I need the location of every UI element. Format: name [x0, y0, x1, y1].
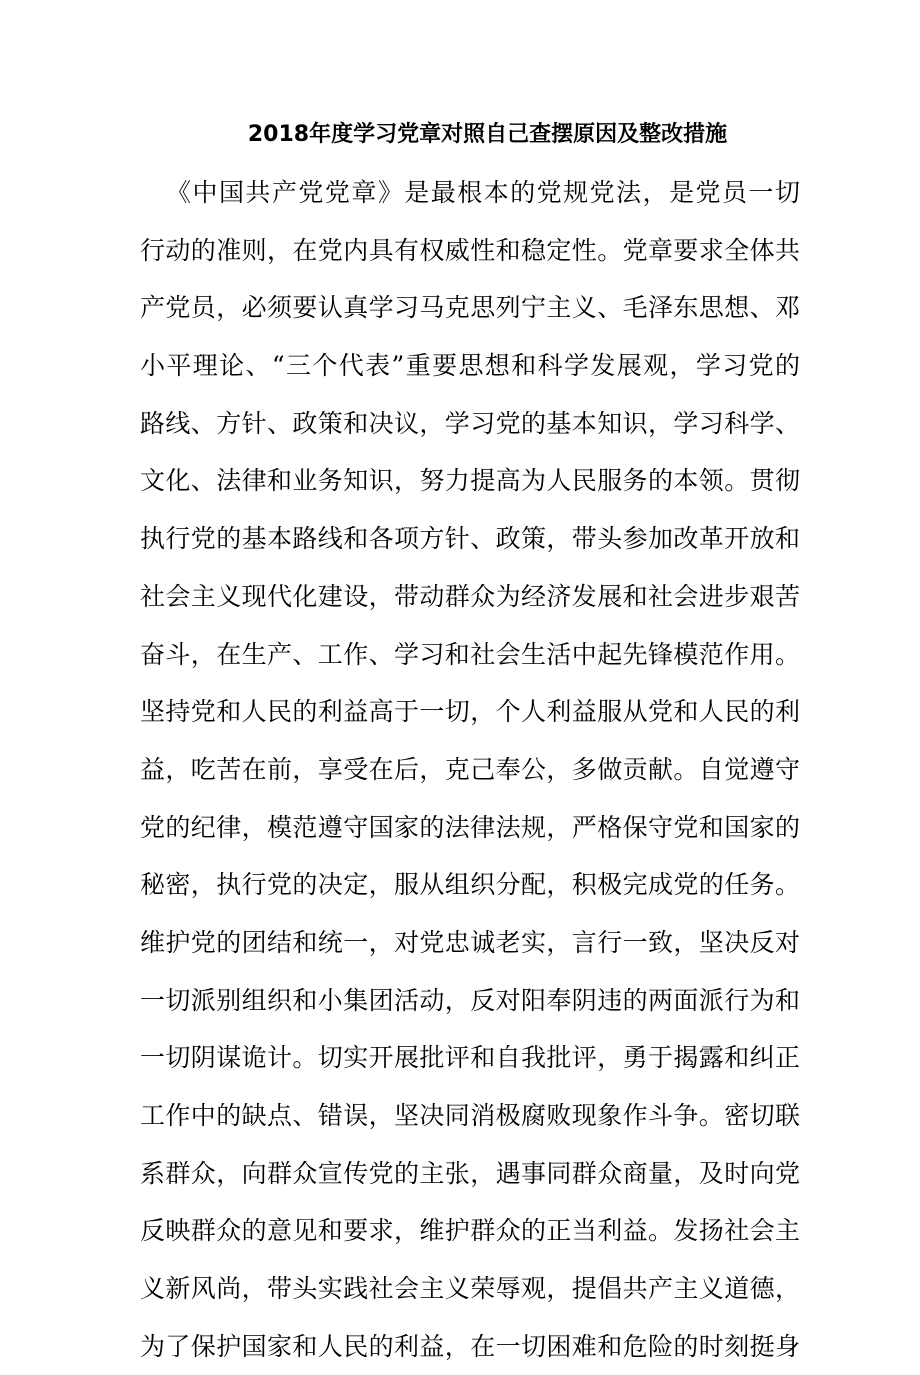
body-line: 小平理论、“三个代表”重要思想和科学发展观，学习党的: [140, 351, 800, 381]
document-title: 2018年度学习党章对照自己查摆原因及整改措施: [247, 122, 728, 147]
body-line: 党的纪律，模范遵守国家的法律法规，严格保守党和国家的: [140, 812, 800, 842]
body-line: 产党员，必须要认真学习马克思列宁主义、毛泽东思想、邓: [140, 293, 800, 323]
body-line: 系群众，向群众宣传党的主张，遇事同群众商量，及时向党: [140, 1158, 800, 1188]
body-line: 社会主义现代化建设，带动群众为经济发展和社会进步艰苦: [140, 581, 800, 611]
body-line: 坚持党和人民的利益高于一切，个人利益服从党和人民的利: [140, 697, 800, 727]
body-line: 益，吃苦在前，享受在后，克己奉公，多做贡献。自觉遵守: [140, 754, 800, 784]
body-line: 路线、方针、政策和决议，学习党的基本知识，学习科学、: [140, 408, 800, 438]
body-line: 为了保护国家和人民的利益，在一切困难和危险的时刻挺身: [140, 1331, 800, 1361]
body-line: 一切阴谋诡计。切实开展批评和自我批评，勇于揭露和纠正: [140, 1043, 800, 1073]
body-line: 文化、法律和业务知识，努力提高为人民服务的本领。贯彻: [140, 466, 800, 496]
body-line: 维护党的团结和统一，对党忠诚老实，言行一致，坚决反对: [140, 927, 800, 957]
body-line: 义新风尚，带头实践社会主义荣辱观，提倡共产主义道德，: [140, 1274, 800, 1304]
document-body: [140, 164, 800, 1375]
body-line: 《中国共产党党章》是最根本的党规党法，是党员一切: [166, 178, 800, 207]
body-line: 工作中的缺点、错误，坚决同消极腐败现象作斗争。密切联: [140, 1101, 800, 1130]
body-line: 秘密，执行党的决定，服从组织分配，积极完成党的任务。: [140, 870, 800, 900]
body-line: 行动的准则，在党内具有权威性和稳定性。党章要求全体共: [140, 235, 800, 265]
body-line: 一切派别组织和小集团活动，反对阳奉阴违的两面派行为和: [140, 985, 800, 1015]
body-line: 奋斗，在生产、工作、学习和社会生活中起先锋模范作用。: [140, 639, 800, 669]
body-line: 执行党的基本路线和各项方针、政策，带头参加改革开放和: [140, 524, 800, 554]
body-line: 反映群众的意见和要求，维护群众的正当利益。发扬社会主: [140, 1216, 800, 1246]
